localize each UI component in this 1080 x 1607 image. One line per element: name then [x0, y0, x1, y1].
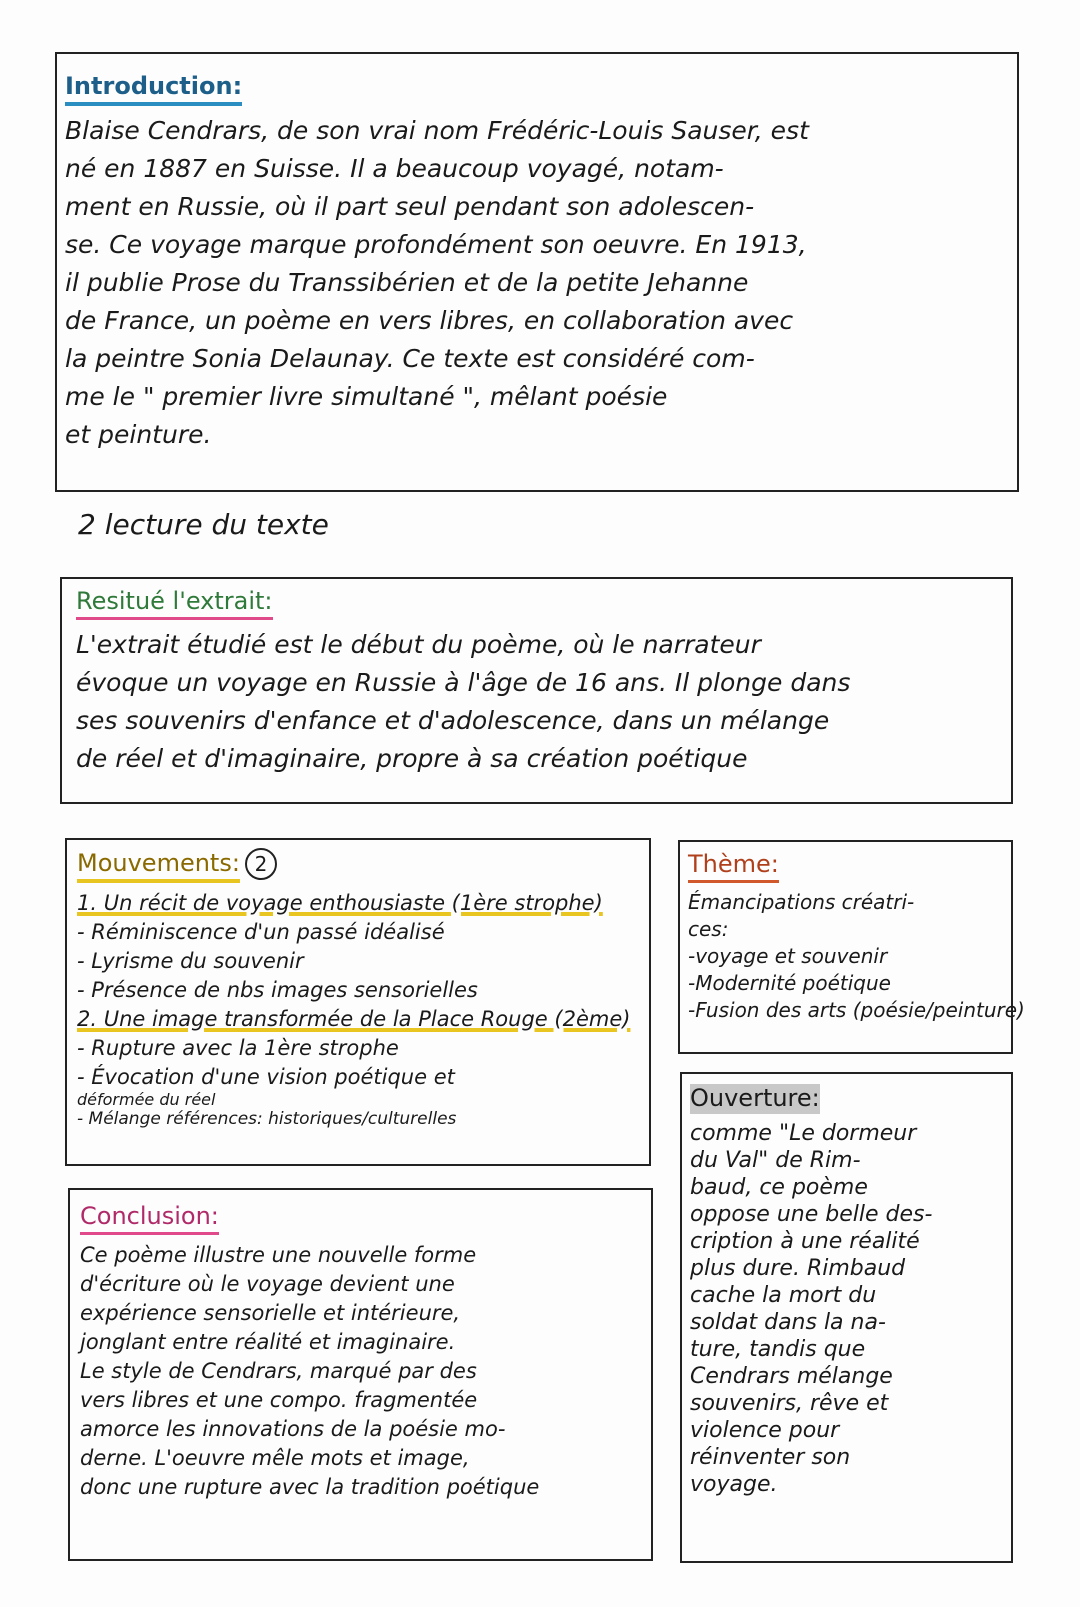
situer-extrait-box — [60, 577, 1013, 804]
lecture-heading: 2 lecture du texte — [78, 508, 329, 541]
mouvements-count-badge: 2 — [245, 848, 277, 880]
ouverture-text — [690, 1120, 1011, 1498]
text-line: il publie Prose du Transsibérien et de la petite Jehanne — [65, 268, 749, 297]
text-line: baud, ce poème — [690, 1175, 868, 1200]
conclusion-text — [80, 1241, 651, 1502]
text-line: ment en Russie, où il part seul pendant son adolescen- — [65, 192, 755, 221]
theme-text — [688, 889, 1025, 1024]
text-line: - Présence de nbs images sensorielles — [77, 978, 478, 1002]
text-line: du Val" de Rim- — [690, 1148, 861, 1173]
text-line: - Réminiscence d'un passé idéalisé — [77, 920, 445, 944]
text-line: Ce poème illustre une nouvelle forme — [80, 1243, 477, 1267]
text-line: se. Ce voyage marque profondément son oeuvre. En 1913, — [65, 230, 807, 259]
text-line: soldat dans la na- — [690, 1310, 886, 1335]
conclusion-box — [68, 1188, 653, 1561]
situer-extrait-title: Resitué l'extrait: — [76, 587, 273, 620]
text-line: expérience sensorielle et intérieure, — [80, 1301, 461, 1325]
text-line: jonglant entre réalité et imaginaire. — [80, 1330, 456, 1354]
text-line: évoque un voyage en Russie à l'âge de 16 ans. Il plonge dans — [76, 668, 851, 697]
text-line: ture, tandis que — [690, 1337, 866, 1362]
text-line: oppose une belle des- — [690, 1202, 933, 1227]
text-line: violence pour — [690, 1418, 840, 1443]
text-line: vers libres et une compo. fragmentée — [80, 1388, 478, 1412]
ouverture-title: Ouverture: — [690, 1084, 820, 1112]
text-line: Le style de Cendrars, marqué par des — [80, 1359, 477, 1383]
text-line: - Lyrisme du souvenir — [77, 949, 304, 973]
introduction-box — [55, 52, 1019, 492]
text-line: cache la mort du — [690, 1283, 877, 1308]
text-line: plus dure. Rimbaud — [690, 1256, 906, 1281]
text-line: Blaise Cendrars, de son vrai nom Frédéric-Louis Sauser, est — [65, 116, 809, 145]
text-line: - Mélange références: historiques/culturelles — [77, 1109, 457, 1129]
text-line: me le " premier livre simultané ", mêlant poésie — [65, 382, 668, 411]
text-line: voyage. — [690, 1472, 778, 1497]
text-line: -voyage et souvenir — [688, 944, 888, 968]
text-line: - Évocation d'une vision poétique et — [77, 1065, 455, 1089]
text-line: Émancipations créatri- — [688, 890, 915, 914]
text-line: -Fusion des arts (poésie/peinture) — [688, 998, 1025, 1022]
conclusion-title: Conclusion: — [80, 1202, 219, 1235]
text-line: et peinture. — [65, 420, 212, 449]
text-line: la peintre Sonia Delaunay. Ce texte est considéré com- — [65, 344, 755, 373]
mouvements-box — [65, 838, 651, 1166]
text-line: derne. L'oeuvre mêle mots et image, — [80, 1446, 470, 1470]
text-line: ses souvenirs d'enfance et d'adolescence, dans un mélange — [76, 706, 830, 735]
introduction-text — [65, 112, 1017, 454]
text-line: de réel et d'imaginaire, propre à sa création poétique — [76, 744, 748, 773]
text-line: - Rupture avec la 1ère strophe — [77, 1036, 399, 1060]
text-line: de France, un poème en vers libres, en collaboration avec — [65, 306, 794, 335]
text-line: donc une rupture avec la tradition poétique — [80, 1475, 540, 1499]
text-line: comme "Le dormeur — [690, 1121, 917, 1146]
text-line: déformée du réel — [77, 1090, 216, 1109]
introduction-title: Introduction: — [65, 72, 242, 106]
text-line: cription à une réalité — [690, 1229, 920, 1254]
text-line: amorce les innovations de la poésie mo- — [80, 1417, 506, 1441]
text-line: souvenirs, rêve et — [690, 1391, 889, 1416]
theme-title: Thème: — [688, 850, 779, 883]
text-line: d'écriture où le voyage devient une — [80, 1272, 455, 1296]
text-line: Cendrars mélange — [690, 1364, 893, 1389]
text-line: né en 1887 en Suisse. Il a beaucoup voyagé, notam- — [65, 154, 724, 183]
ouverture-box — [680, 1072, 1013, 1563]
mouvements-title: Mouvements: — [77, 849, 240, 883]
text-line: 2. Une image transformée de la Place Rouge (2ème) — [77, 1007, 631, 1031]
mouvements-text — [77, 889, 649, 1130]
text-line: ces: — [688, 917, 729, 941]
situer-extrait-text — [76, 626, 1011, 778]
text-line: 1. Un récit de voyage enthousiaste (1ère strophe) — [77, 891, 603, 915]
text-line: -Modernité poétique — [688, 971, 891, 995]
text-line: réinventer son — [690, 1445, 851, 1470]
theme-box — [678, 840, 1025, 1054]
text-line: L'extrait étudié est le début du poème, où le narrateur — [76, 630, 761, 659]
